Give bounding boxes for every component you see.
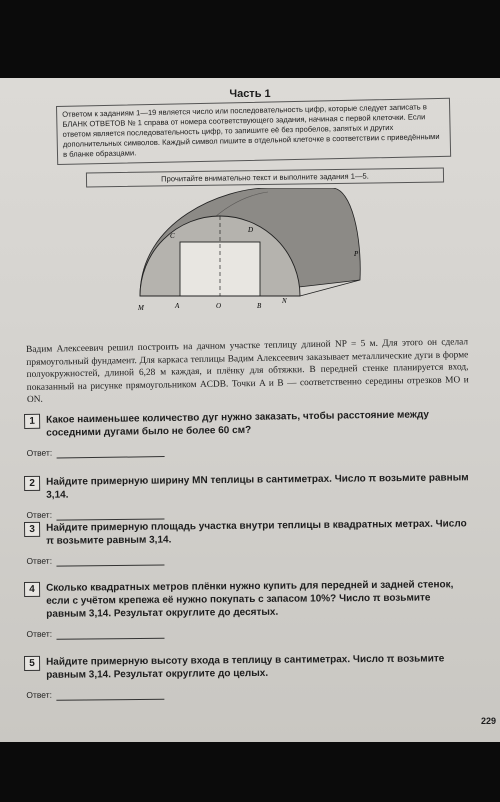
task-number: 5 [24, 656, 40, 671]
answer-row [24, 625, 478, 640]
label-b: B [257, 302, 262, 310]
task-3 [24, 517, 478, 567]
page-number: 229 [480, 716, 496, 726]
task-number: 3 [24, 522, 40, 537]
answer-row [24, 686, 478, 701]
task-text: Какое наименьшее количество дуг нужно заказать, чтобы расстояние между соседними дугами было не более 60 см? [46, 409, 430, 439]
answer-label: Ответ: [26, 447, 53, 458]
answer-row [24, 442, 478, 459]
answer-label: Ответ: [26, 555, 53, 566]
answer-field[interactable] [56, 699, 164, 701]
greenhouse-figure [120, 188, 370, 336]
answer-row [24, 551, 478, 567]
read-instruction: Прочитайте внимательно текст и выполните задания 1—5. [86, 168, 444, 188]
label-m: M [138, 304, 144, 312]
answer-field[interactable] [56, 456, 164, 459]
exam-page [0, 78, 500, 742]
task-text: Найдите примерную высоту входа в теплицу в сантиметрах. Число π возьмите равным 3,14. Результат округлите до целых. [46, 653, 445, 681]
label-o: O [216, 302, 222, 310]
part-title: Часть 1 [229, 88, 271, 100]
task-text: Найдите примерную ширину MN теплицы в сантиметрах. Число π возьмите равным 3,14. [46, 472, 469, 501]
label-d: D [248, 226, 254, 234]
answer-field[interactable] [56, 638, 164, 640]
task-text: Сколько квадратных метров плёнки нужно купить для передней и задней стенок, если с учётом крепежа её нужно покупать с запасом 10%? Число π возьмите равным 3,14. Результат округлите до десятых. [46, 579, 454, 620]
label-a: A [175, 302, 180, 310]
label-p: P [354, 250, 359, 258]
task-number: 2 [24, 476, 40, 491]
task-number: 4 [24, 582, 40, 597]
answer-label: Ответ: [26, 689, 53, 700]
task-number: 1 [24, 414, 40, 429]
task-2 [24, 471, 478, 521]
answer-label: Ответ: [26, 509, 53, 520]
intro-text: Вадим Алексеевич решил построить на дачном участке теплицу длиной NP = 5 м. Для этого он сделал прямоугольный фундамент. Для каркаса теплицы Вадим Алексеевич заказывает металлические дуги в форме полуокружностей, длиной 6,28 м каждая, и плёнку для обтяжки. В передней стенке планируется вход, показанный на рисунке прямоугольником ACDB. Точки A и B — соответственно середины отрезков MO и ON. [26, 337, 469, 406]
answer-field[interactable] [56, 565, 164, 567]
answer-label: Ответ: [26, 628, 53, 639]
task-text: Найдите примерную площадь участка внутри теплицы в квадратных метрах. Число π возьмите равным 3,14. [46, 518, 467, 547]
task-1 [24, 408, 479, 459]
task-4 [24, 578, 478, 640]
label-n: N [282, 297, 287, 305]
label-c: C [170, 232, 175, 240]
instructions-box: Ответом к заданиям 1—19 является число или последовательность цифр, которые следует записать в БЛАНК ОТВЕТОВ № 1 справа от номера соответствующего задания, начиная с первой клеточки. Если ответом является последовательность цифр, то запишите её без пробелов, запятых и других дополнительных символов. Каждый символ пишите в отдельной клеточке в соответствии с приведёнными в бланке образцами. [56, 98, 451, 165]
task-5 [24, 652, 478, 701]
